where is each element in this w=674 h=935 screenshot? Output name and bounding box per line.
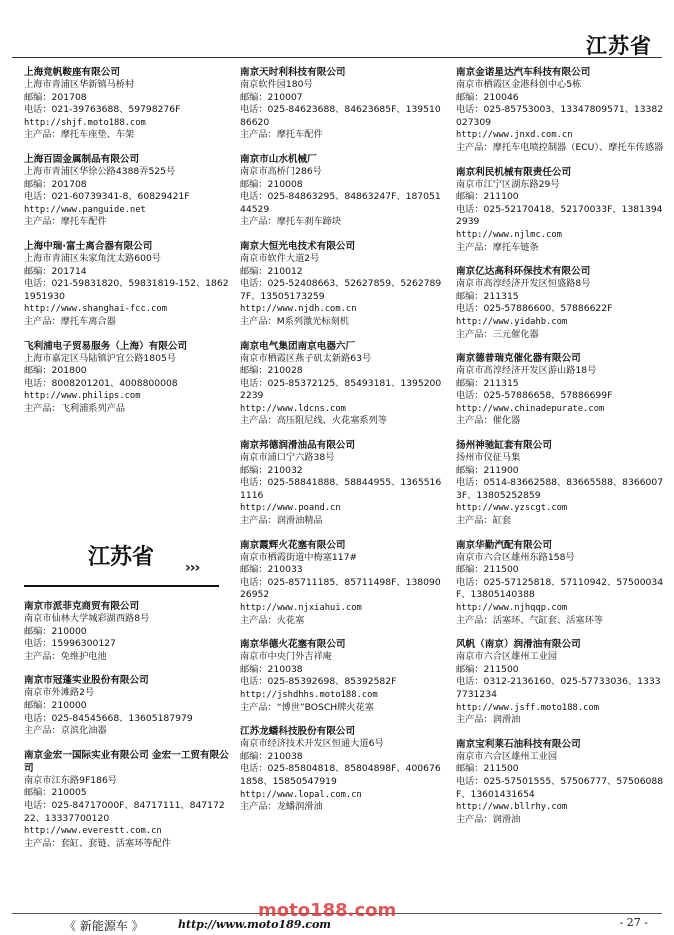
company-detail-line: 南京市外滩路2号: [24, 687, 95, 699]
company-website-link[interactable]: http://www.njdh.com.cn: [240, 304, 357, 315]
company-detail-line: 邮编：211315: [456, 290, 519, 302]
company-website-link[interactable]: http://www.ldcns.com: [240, 403, 346, 414]
company-detail-line: 南京市中央门外吉祥庵: [240, 651, 332, 663]
company-detail-line: 主产品：三元催化器: [456, 328, 539, 340]
company-detail-line: 电话：025-58841888、58844955、13655161116: [240, 477, 442, 501]
company-detail-line: 电话：025-57501555、57506777、57506088F、13601431654: [456, 775, 664, 800]
company-name: 南京金宏一国际实业有限公司 金宏一工贸有限公司: [24, 749, 229, 774]
company-detail-line: 邮编：210028: [240, 365, 303, 377]
company-detail-line: 上海市青浦区华徐公路4388弄525号: [24, 165, 176, 177]
footer-magazine-name: 《 新能源车 》: [64, 919, 144, 933]
company-detail-line: 电话：025-57886658、57886699F: [456, 390, 613, 402]
company-name: 扬州神驰缸套有限公司: [456, 440, 552, 452]
company-detail-line: 电话：025-84717000F、84717111、84717222、13337700120: [24, 799, 225, 824]
company-name: 南京亿达高科环保技术有限公司: [456, 266, 591, 278]
company-detail-line: 电话：021-60739341-8、60829421F: [24, 191, 190, 203]
company-detail-line: 主产品：“博世”BOSCH牌火花塞: [240, 701, 374, 713]
section-arrows-icon: ›››: [185, 560, 200, 576]
company-detail-line: 邮编：211315: [456, 377, 519, 389]
company-name: 南京金诺星达汽车科技有限公司: [456, 67, 591, 78]
company-detail-line: 电话：0312-2136160、025-57733036、13337731234: [456, 676, 661, 700]
company-entry: [240, 539, 445, 628]
company-website-link[interactable]: http://jshdhhs.moto188.com: [240, 689, 378, 700]
company-detail-line: 邮编：210033: [240, 564, 303, 576]
company-detail-line: 上海市嘉定区马陆镇沪宜公路1805号: [24, 352, 177, 364]
company-detail-line: 扬州市仪征马集: [456, 452, 521, 464]
company-detail-line: 南京市软件大道2号: [240, 252, 320, 264]
company-detail-line: 邮编：210008: [240, 178, 303, 190]
company-entry: [456, 166, 666, 255]
company-website-link[interactable]: http://www.yzscgt.com: [456, 503, 568, 514]
company-detail-line: 南京软件园180号: [240, 79, 313, 90]
company-website-link[interactable]: http://www.poand.cn: [240, 503, 341, 514]
company-name: 上海竞帆鞍座有限公司: [24, 67, 120, 78]
company-name: 上海中瑞·富士离合器有限公司: [24, 240, 153, 252]
company-entry: [240, 153, 445, 229]
company-detail-line: 南京市江东路9F186号: [24, 774, 117, 786]
company-entry: [240, 240, 445, 329]
company-website-link[interactable]: http://www.chinadepurate.com: [456, 403, 605, 414]
company-website-link[interactable]: http://www.jsff.moto188.com: [456, 702, 599, 713]
company-detail-line: 南京市经济技术开发区恒通大道6号: [240, 738, 384, 750]
company-website-link[interactable]: http://www.jnxd.com.cn: [456, 130, 573, 141]
company-detail-line: 电话：025-84863295、84863247F、18705144529: [240, 191, 441, 215]
company-name: 南京邦德润滑油品有限公司: [240, 440, 356, 452]
company-name: 飞利浦电子贸易服务（上海）有限公司: [24, 340, 188, 352]
company-detail-line: 主产品：龙蟠润滑油: [240, 801, 323, 813]
company-detail-line: 电话：8008201201、4008800008: [24, 377, 178, 389]
column-1-shanghai-list: [24, 66, 229, 415]
company-detail-line: 电话：025-85753003、13347809571、13382027309: [456, 104, 664, 128]
company-detail-line: 主产品：套缸、套链、活塞环等配件: [24, 837, 171, 849]
company-detail-line: 南京市高桥门286号: [240, 165, 322, 177]
company-detail-line: 主产品：润滑油: [456, 714, 521, 726]
company-detail-line: 电话：025-85372125、85493181、13952002239: [240, 377, 442, 402]
company-detail-line: 电话：025-85804818、85804898F、4006761858、15850547919: [240, 763, 441, 787]
company-detail-line: 主产品：摩托车刹车蹄块: [240, 216, 342, 228]
company-website-link[interactable]: http://www.njhqqp.com: [456, 603, 568, 613]
company-detail-line: 主产品：火花塞: [240, 614, 305, 626]
company-detail-line: 主产品：摩托车电喷控制器（ECU）、摩托车传感器: [456, 141, 664, 153]
company-entry: [240, 638, 445, 714]
company-website-link[interactable]: http://shjf.moto188.com: [24, 117, 146, 128]
company-entry: [24, 66, 229, 142]
company-name: 上海百固金属制品有限公司: [24, 153, 140, 165]
company-detail-line: 电话：025-52170418、52170033F、13813942939: [456, 203, 663, 228]
company-detail-line: 邮编：210000: [24, 699, 87, 711]
company-entry: [456, 539, 666, 628]
company-entry: [24, 674, 229, 737]
company-detail-line: 主产品：活塞环、气缸套、活塞环等: [456, 614, 603, 626]
company-detail-line: 南京市六合区雄州工业园: [456, 651, 558, 663]
company-name: 南京天时利科技有限公司: [240, 67, 346, 78]
company-detail-line: 电话：021-59831820、59831819-152、18621951930: [24, 278, 229, 302]
page-header: [0, 0, 674, 60]
company-detail-line: 邮编：210012: [240, 265, 303, 277]
company-detail-line: 主产品：免维护电池: [24, 650, 107, 662]
company-website-link[interactable]: http://www.philips.com: [24, 391, 141, 402]
company-detail-line: 电话：0514-83662588、83665588、83660073F、13805252859: [456, 477, 664, 501]
footer-url[interactable]: http://www.moto189.com: [178, 918, 331, 931]
company-detail-line: 邮编：210046: [456, 91, 519, 103]
company-detail-line: 南京市高淳经济开发区游山路18号: [456, 365, 597, 377]
company-detail-line: 邮编：211500: [456, 663, 519, 675]
company-detail-line: 电话：025-57886600、57886622F: [456, 303, 613, 315]
company-entry: [24, 600, 229, 663]
company-detail-line: 电话：025-85711185、85711498F、13809026952: [240, 576, 441, 601]
company-name: 南京市派菲克商贸有限公司: [24, 601, 140, 612]
company-entry: [240, 66, 445, 142]
column-1-nanjing-list: [24, 600, 229, 861]
company-detail-line: 邮编：201708: [24, 178, 87, 190]
company-entry: [240, 340, 445, 429]
company-name: 南京霞辉火花塞有限公司: [240, 539, 346, 551]
company-name: 南京市山水机械厂: [240, 153, 317, 165]
company-entry: [24, 153, 229, 229]
company-name: 南京利民机械有限责任公司: [456, 166, 572, 178]
company-detail-line: 南京市六合区雄州东路158号: [456, 551, 575, 563]
section-divider: [24, 585, 219, 587]
company-website-link[interactable]: http://www.njxiahui.com: [240, 603, 362, 613]
company-detail-line: 南京市江宁区湖东路29号: [456, 178, 560, 190]
company-detail-line: 邮编：211100: [456, 191, 519, 203]
page-number: - 27 -: [619, 916, 648, 929]
company-detail-line: 南京市栖霞区燕子矶太新路63号: [240, 352, 372, 364]
company-detail-line: 南京市高淳经济开发区恒盛路8号: [456, 278, 591, 290]
company-detail-line: 上海市青浦区华新镇马桥村: [24, 79, 135, 90]
company-detail-line: 电话：025-52408663、52627859、52627897F、13505173259: [240, 278, 442, 302]
company-detail-line: 电话：15996300127: [24, 638, 116, 650]
company-entry: [24, 749, 229, 851]
company-detail-line: 南京市栖霞街道中梅塞117#: [240, 551, 358, 563]
company-detail-line: 主产品：高压阻尼线、火花塞系列等: [240, 415, 387, 427]
company-website-link[interactable]: http://www.shanghai-fcc.com: [24, 304, 167, 315]
company-entry: [456, 439, 666, 528]
company-website-link[interactable]: http://www.everestt.com.cn: [24, 826, 162, 837]
company-detail-line: 南京市仙林大学城彩湖西路8号: [24, 613, 150, 624]
company-detail-line: 南京市栖霞区金港科创中心5栋: [456, 79, 582, 90]
company-name: 风帆（南京）润滑油有限公司: [456, 639, 581, 651]
company-detail-line: 主产品：飞利浦系列产品: [24, 402, 126, 414]
company-detail-line: 上海市青浦区朱家角沈太路600号: [24, 252, 161, 264]
company-name: 南京宝利莱石油科技有限公司: [456, 738, 581, 750]
watermark: moto188.com: [258, 900, 397, 921]
company-website-link[interactable]: http://www.lopal.com.cn: [240, 789, 362, 800]
header-divider: [12, 57, 662, 58]
company-website-link[interactable]: http://www.njlmc.com: [456, 229, 562, 240]
company-detail-line: 主产品：润滑油精品: [240, 515, 323, 527]
company-detail-line: 电话：025-84545668、13605187979: [24, 712, 193, 724]
company-detail-line: 主产品：润滑油: [456, 813, 521, 825]
company-name: 南京华德火花塞有限公司: [240, 639, 346, 651]
company-detail-line: 主产品：摩托车配件: [240, 129, 323, 141]
column-2: [240, 66, 445, 825]
company-name: 南京德普瑞克催化器有限公司: [456, 353, 581, 365]
company-detail-line: 主产品：摩托车配件: [24, 216, 107, 228]
company-website-link[interactable]: http://www.panguide.net: [24, 204, 146, 215]
column-1: [24, 66, 229, 426]
company-entry: [456, 352, 666, 428]
company-detail-line: 主产品：摩托车链条: [456, 241, 539, 253]
company-detail-line: 邮编：210032: [240, 464, 303, 476]
company-detail-line: 南京市六合区雄州工业园: [456, 750, 558, 762]
company-name: 南京市冠蓬实业股份有限公司: [24, 675, 149, 687]
company-detail-line: 邮编：210038: [240, 663, 303, 675]
company-detail-line: 邮编：201714: [24, 265, 87, 277]
company-entry: [456, 265, 666, 341]
company-name: 南京电气集团南京电器六厂: [240, 340, 356, 352]
company-detail-line: 邮编：201800: [24, 365, 87, 377]
company-detail-line: 邮编：210038: [240, 750, 303, 762]
company-entry: [24, 240, 229, 329]
company-detail-line: 主产品：缸套: [456, 515, 512, 527]
section-title: 江苏省: [88, 544, 155, 570]
company-website-link[interactable]: http://www.bllrhy.com: [456, 802, 568, 813]
company-detail-line: 主产品：摩托车座垫、车架: [24, 129, 135, 141]
column-3: [456, 66, 666, 837]
company-detail-line: 邮编：210005: [24, 787, 87, 799]
company-entry: [456, 638, 666, 727]
company-name: 江苏龙蟠科技股份有限公司: [240, 726, 356, 738]
company-detail-line: 邮编：201708: [24, 91, 87, 103]
company-detail-line: 主产品：M系列激光标刻机: [240, 315, 349, 327]
company-detail-line: 邮编：210000: [24, 625, 87, 637]
company-detail-line: 南京市浦口宁六路38号: [240, 452, 335, 464]
company-entry: [240, 725, 445, 814]
company-detail-line: 邮编：211500: [456, 763, 519, 775]
company-detail-line: 电话：025-84623688、84623685F、13951086620: [240, 104, 441, 128]
company-detail-line: 主产品：京滨化油器: [24, 725, 107, 737]
company-detail-line: 电话：021-39763688、59798276F: [24, 104, 181, 116]
company-name: 南京大恒光电技术有限公司: [240, 240, 356, 252]
company-entry: [24, 340, 229, 416]
company-detail-line: 邮编：211500: [456, 564, 519, 576]
company-entry: [240, 439, 445, 528]
company-entry: [456, 66, 666, 155]
company-entry: [456, 738, 666, 827]
company-detail-line: 主产品：催化器: [456, 415, 521, 427]
company-website-link[interactable]: http://www.yidahb.com: [456, 316, 568, 327]
company-detail-line: 电话：025-85392698、85392582F: [240, 676, 397, 688]
company-name: 南京华勤汽配有限公司: [456, 539, 552, 551]
header-province-title: 江苏省: [586, 34, 652, 58]
company-detail-line: 电话：025-57125818、57110942、57500034F、13805140388: [456, 576, 664, 601]
company-detail-line: 邮编：211900: [456, 464, 519, 476]
company-detail-line: 主产品：摩托车离合器: [24, 315, 116, 327]
company-detail-line: 邮编：210007: [240, 91, 303, 103]
